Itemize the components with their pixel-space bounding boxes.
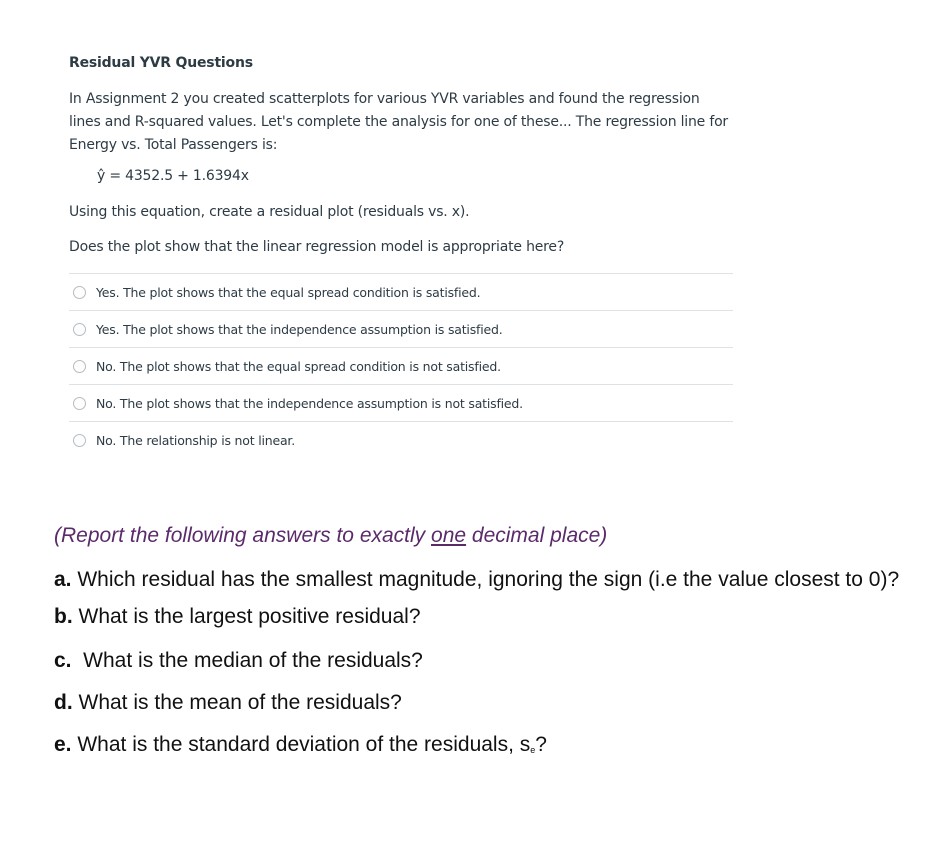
question-prompt: Does the plot show that the linear regression model is appropriate here? [69, 239, 565, 255]
subscript-e: e [530, 745, 536, 755]
followup-questions [54, 522, 914, 763]
radio-button[interactable] [73, 434, 86, 447]
question-instruction: Using this equation, create a residual plot (residuals vs. x). [69, 204, 470, 220]
answer-option-1[interactable] [69, 274, 733, 311]
radio-button[interactable] [73, 323, 86, 336]
question-part-d [54, 690, 914, 715]
answer-label: No. The relationship is not linear. [96, 432, 295, 448]
radio-button[interactable] [73, 360, 86, 373]
question-title: Residual YVR Questions [69, 55, 253, 71]
instruction-text-end: decimal place) [466, 524, 608, 547]
question-mark: ? [535, 733, 547, 756]
part-text: Which residual has the smallest magnitude, ignoring the sign (i.e the value closest to 0)? [71, 568, 900, 591]
instruction-underlined: one [431, 524, 467, 547]
part-text: What is the median of the residuals? [71, 649, 423, 672]
answer-option-4[interactable] [69, 385, 733, 422]
question-part-b [54, 604, 914, 629]
answer-option-5[interactable] [69, 422, 733, 458]
part-text: What is the standard deviation of the residuals, s [71, 733, 531, 756]
part-letter: d. [54, 691, 73, 714]
question-part-e [54, 732, 914, 763]
instruction-text: (Report the following answers to exactly [54, 524, 432, 547]
part-text: What is the largest positive residual? [72, 605, 421, 628]
regression-equation: ŷ = 4352.5 + 1.6394x [97, 168, 249, 184]
part-text: What is the mean of the residuals? [72, 691, 402, 714]
answer-label: Yes. The plot shows that the independence assumption is satisfied. [96, 321, 503, 337]
answer-option-3[interactable] [69, 348, 733, 385]
answer-label: Yes. The plot shows that the equal spread condition is satisfied. [96, 284, 481, 300]
answer-label: No. The plot shows that the independence assumption is not satisfied. [96, 395, 523, 411]
part-letter: e. [54, 733, 72, 756]
radio-button[interactable] [73, 397, 86, 410]
answer-options [69, 273, 733, 458]
answer-label: No. The plot shows that the equal spread condition is not satisfied. [96, 358, 501, 374]
part-letter: c. [54, 649, 72, 672]
rounding-instruction [54, 522, 914, 550]
question-intro: In Assignment 2 you created scatterplots for various YVR variables and found the regression lines and R-squared values. Let's complete the analysis for one of these... The regression line for Energy vs. Total Passengers is: [69, 91, 728, 153]
question-part-a [54, 567, 914, 592]
radio-button[interactable] [73, 286, 86, 299]
quiz-question [69, 52, 733, 458]
part-letter: b. [54, 605, 73, 628]
answer-option-2[interactable] [69, 311, 733, 348]
part-letter: a. [54, 568, 72, 591]
question-part-c [54, 648, 914, 673]
